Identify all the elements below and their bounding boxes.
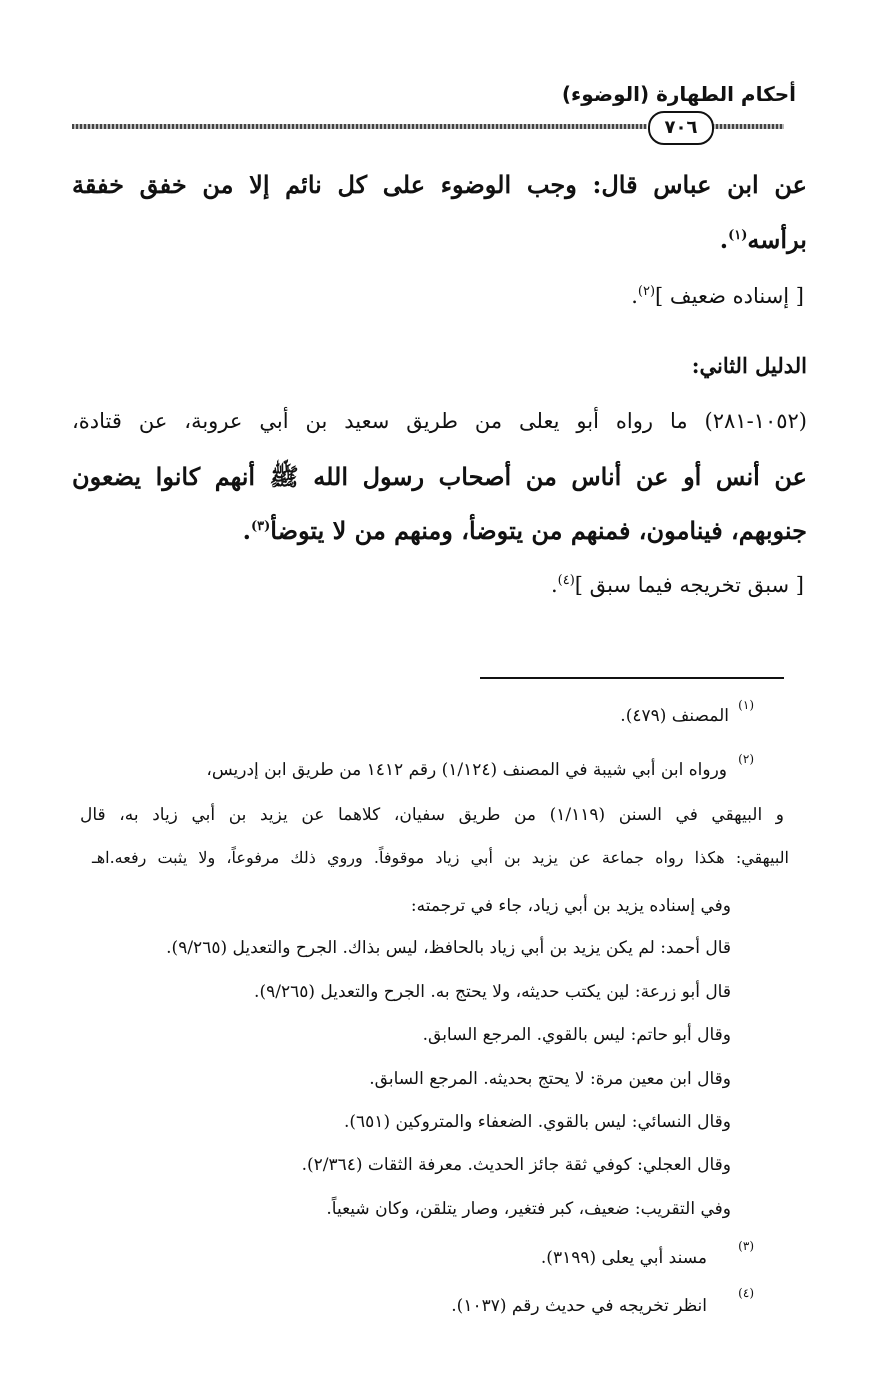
body-line-6: جنوبهم، فينامون، فمنهم من يتوضأ، ومنهم من لا يتوضأ$^{(٣)}$. — [242, 516, 807, 545]
footnote-1-number: (١) — [738, 698, 754, 712]
body-line-2: برأسه$^{(١)}$. — [719, 225, 807, 254]
footnote-ref-1: (١) — [728, 228, 748, 243]
footnote-3: مسند أبي يعلى (٣١٩٩). — [540, 1248, 707, 1268]
footnote-ref-2: (٢) — [637, 284, 656, 299]
body-line-6-text: جنوبهم، فينامون، فمنهم من يتوضأ، ومنهم من لا يتوضأ — [270, 516, 807, 545]
body-line-7-text: [ سبق تخريجه فيما سبق ] — [574, 573, 804, 597]
footnote-2-line-10: وقال العجلي: كوفي ثقة جائز الحديث. معرفة الثقات (٢/٣٦٤). — [301, 1155, 731, 1175]
header-rule-right — [712, 124, 784, 129]
header-rule-left — [72, 124, 647, 129]
footnote-2-line-8: وقال ابن معين مرة: لا يحتج بحديثه. المرجع السابق. — [369, 1069, 731, 1089]
section-heading: الدليل الثاني: — [691, 353, 807, 378]
footnote-4: انظر تخريجه في حديث رقم (١٠٣٧). — [451, 1296, 707, 1316]
footnote-3-number: (٣) — [738, 1239, 754, 1253]
footnote-2-line-6: قال أبو زرعة: لين يكتب حديثه، ولا يحتج به. الجرح والتعديل (٩/٢٦٥). — [254, 982, 731, 1002]
footnote-4-number: (٤) — [738, 1286, 754, 1300]
footnote-2-line-3: البيهقي: هكذا رواه جماعة عن يزيد بن أبي زياد موقوفاً. وروي ذلك مرفوعاً، ولا يثبت رفعه.اهـ — [92, 848, 789, 867]
footnote-2-line-9: وقال النسائي: ليس بالقوي. الضعفاء والمتروكين (٦٥١). — [344, 1112, 731, 1132]
body-line-3-text: [ إسناده ضعيف ] — [655, 284, 804, 308]
footnote-2-line-11: وفي التقريب: ضعيف، كبر فتغير، وصار يتلقن، وكان شيعياً. — [326, 1199, 731, 1219]
footnote-separator — [480, 677, 784, 679]
body-line-3: [ إسناده ضعيف ]$^{(٢)}$. — [631, 284, 804, 308]
body-line-2-text: برأسه — [747, 225, 807, 254]
footnote-2-line-1: ورواه ابن أبي شيبة في المصنف (١/١٢٤) رقم ١٤١٢ من طريق ابن إدريس، — [206, 760, 727, 780]
footnote-ref-4: (٤) — [557, 573, 575, 588]
body-line-1: عن ابن عباس قال: وجب الوضوء على كل نائم إلا من خفق خفقة — [72, 170, 807, 199]
footnote-1: المصنف (٤٧٩). — [620, 706, 729, 726]
footnote-2-number: (٢) — [738, 752, 754, 766]
page-number: ٧٠٦ — [648, 111, 714, 145]
footnote-2-line-4: وفي إسناده يزيد بن أبي زياد، جاء في ترجمته: — [410, 896, 731, 916]
body-line-7: [ سبق تخريجه فيما سبق ]$^{(٤)}$. — [550, 573, 804, 597]
body-line-4: (١٠٥٢-٢٨١) ما رواه أبو يعلى من طريق سعيد بن أبي عروبة، عن قتادة، — [72, 409, 807, 433]
body-line-5: عن أنس أو عن أناس من أصحاب رسول الله ﷺ أنهم كانوا يضعون — [72, 462, 807, 491]
footnote-ref-3: (٣) — [250, 519, 271, 534]
running-title: أحكام الطهارة (الوضوء) — [561, 82, 796, 106]
footnote-2-line-7: وقال أبو حاتم: ليس بالقوي. المرجع السابق. — [422, 1025, 731, 1045]
footnote-2-line-5: قال أحمد: لم يكن يزيد بن أبي زياد بالحافظ، ليس بذاك. الجرح والتعديل (٩/٢٦٥). — [166, 938, 731, 958]
footnote-2-line-2: و البيهقي في السنن (١/١١٩) من طريق سفيان، كلاهما عن يزيد بن أبي زياد به، قال — [80, 805, 784, 825]
